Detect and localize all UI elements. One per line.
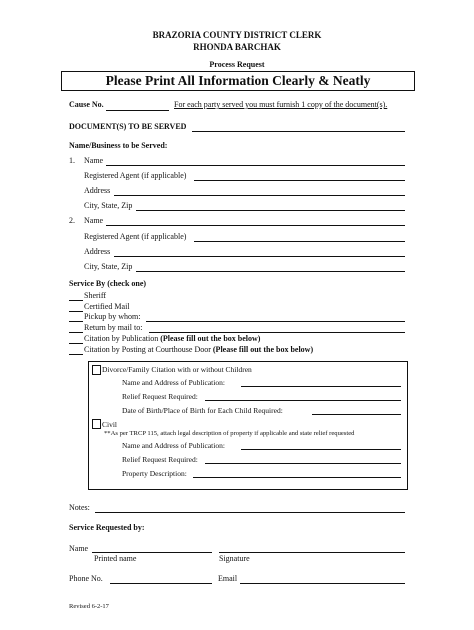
party2-city-label: City, State, Zip	[84, 262, 133, 271]
civil-field-label-3: Property Description:	[122, 469, 187, 478]
option-publication	[84, 334, 260, 343]
option-certified-mail: Certified Mail	[84, 302, 130, 311]
printed-name-field[interactable]	[92, 552, 212, 553]
divorce-field-3[interactable]	[312, 414, 401, 415]
option-return-mail: Return by mail to:	[84, 323, 143, 332]
requester-name-label: Name	[69, 544, 89, 553]
cause-field[interactable]	[106, 110, 169, 111]
option-sheriff: Sheriff	[84, 291, 107, 300]
divorce-checkbox[interactable]	[92, 365, 101, 375]
party1-name-field[interactable]	[106, 165, 405, 166]
civil-label: Civil	[102, 420, 118, 429]
party1-name-label: Name	[84, 156, 104, 165]
party1-agent-field[interactable]	[194, 180, 405, 181]
banner-box	[61, 71, 415, 91]
banner-text: Please Print All Information Clearly & Neatly	[105, 73, 371, 88]
civil-field-1[interactable]	[241, 449, 401, 450]
documents-label: DOCUMENT(S) TO BE SERVED	[69, 122, 187, 131]
notes-label: Notes:	[69, 503, 90, 512]
return-mail-field[interactable]	[149, 332, 405, 333]
party2-address-field[interactable]	[114, 256, 405, 257]
party1-city-field[interactable]	[136, 210, 405, 211]
pickup-field[interactable]	[146, 321, 405, 322]
party2-number: 2.	[69, 216, 75, 225]
clerk-title: BRAZORIA COUNTY DISTRICT CLERK	[152, 30, 322, 40]
civil-field-label-1: Name and Address of Publication:	[122, 441, 225, 450]
service-by-heading: Service By (check one)	[69, 279, 147, 288]
form-title: Process Request	[209, 60, 265, 69]
posting-checkline[interactable]	[69, 354, 83, 355]
publication-checkline[interactable]	[69, 343, 83, 344]
signature-label: Signature	[219, 554, 250, 563]
cause-note: For each party served you must furnish 1 copy of the document(s).	[174, 100, 388, 109]
party1-city-label: City, State, Zip	[84, 201, 133, 210]
option-posting-label: Citation by Posting at Courthouse Door	[84, 345, 213, 354]
option-posting-note: (Please fill out the box below)	[212, 345, 314, 354]
email-label: Email	[218, 574, 238, 583]
notes-field[interactable]	[95, 512, 405, 513]
party2-agent-field[interactable]	[194, 241, 405, 242]
phone-label: Phone No.	[69, 574, 103, 583]
cause-label: Cause No.	[69, 100, 104, 109]
printed-name-label: Printed name	[94, 554, 137, 563]
party1-address-field[interactable]	[114, 195, 405, 196]
option-pickup: Pickup by whom:	[84, 312, 141, 321]
party1-agent-label: Registered Agent (if applicable)	[84, 171, 187, 180]
phone-field[interactable]	[110, 583, 212, 584]
documents-field[interactable]	[192, 131, 405, 132]
option-publication-label: Citation by Publication	[84, 334, 161, 343]
requested-heading: Service Requested by:	[69, 523, 145, 532]
party2-address-label: Address	[84, 247, 111, 256]
party2-name-label: Name	[84, 216, 104, 225]
civil-checkbox[interactable]	[92, 419, 101, 429]
divorce-field-2[interactable]	[205, 400, 401, 401]
sheriff-checkline[interactable]	[69, 300, 83, 301]
pickup-checkline[interactable]	[69, 321, 83, 322]
civil-field-3[interactable]	[193, 477, 401, 478]
return-mail-checkline[interactable]	[69, 332, 83, 333]
divorce-field-label-2: Relief Request Required:	[122, 392, 198, 401]
civil-field-2[interactable]	[205, 463, 401, 464]
email-field[interactable]	[240, 583, 405, 584]
revised-date: Revised 6-2-17	[69, 603, 109, 610]
clerk-name: RHONDA BARCHAK	[193, 42, 281, 52]
civil-note: **As per TRCP 115, attach legal description of property if applicable and state relief requested	[104, 430, 355, 437]
option-publication-note: (Please fill out the box below)	[160, 334, 261, 343]
party2-name-field[interactable]	[106, 225, 405, 226]
divorce-label: Divorce/Family Citation with or without Children	[102, 365, 252, 374]
party1-number: 1.	[69, 156, 75, 165]
party2-agent-label: Registered Agent (if applicable)	[84, 232, 187, 241]
divorce-field-label-3: Date of Birth/Place of Birth for Each Child Required:	[122, 406, 283, 415]
signature-field[interactable]	[219, 552, 405, 553]
party2-city-field[interactable]	[136, 271, 405, 272]
party1-address-label: Address	[84, 186, 111, 195]
divorce-field-1[interactable]	[241, 386, 401, 387]
option-posting	[84, 345, 313, 354]
civil-field-label-2: Relief Request Required:	[122, 455, 198, 464]
divorce-field-label-1: Name and Address of Publication:	[122, 378, 225, 387]
certified-mail-checkline[interactable]	[69, 311, 83, 312]
names-heading: Name/Business to be Served:	[69, 141, 168, 150]
